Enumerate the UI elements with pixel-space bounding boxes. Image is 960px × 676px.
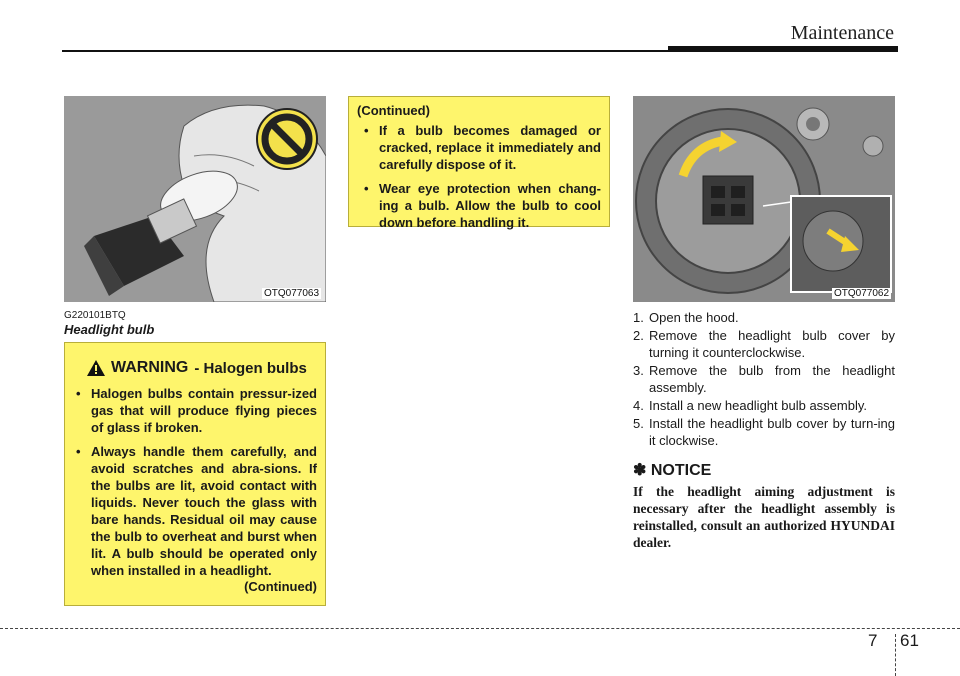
footer-vertical-divider bbox=[895, 634, 896, 676]
warning-subtitle: - Halogen bulbs bbox=[194, 359, 307, 377]
step-item: 5. Install the headlight bulb cover by turn-ing it clockwise. bbox=[633, 416, 895, 448]
footer-divider bbox=[0, 628, 960, 629]
no-symbol-icon bbox=[252, 104, 322, 174]
continued-label: (Continued) bbox=[244, 579, 317, 594]
procedure-steps bbox=[633, 309, 895, 450]
warning-title bbox=[69, 359, 317, 377]
step-item: 2. Remove the headlight bulb cover by turning it counterclockwise. bbox=[633, 328, 895, 360]
step-item: 3. Remove the bulb from the headlight assembly. bbox=[633, 363, 895, 395]
continued-header: (Continued) bbox=[357, 103, 430, 118]
warning-bullet: • Halogen bulbs contain pressur-ized gas that will produce flying pieces of glass if broken. bbox=[69, 385, 317, 436]
section-code: G220101BTQ bbox=[64, 310, 126, 321]
page-number: 61 bbox=[900, 631, 919, 650]
notice-title: ✽ NOTICE bbox=[633, 462, 712, 479]
warning-bullet: • If a bulb becomes damaged or cracked, replace it immediately and carefully dispose of it. bbox=[357, 122, 601, 173]
halogen-bulb-illustration bbox=[64, 96, 326, 302]
notice-body: If the headlight aiming adjustment is necessary after the headlight assembly is reinstalled, consult an authorized HYUNDAI dealer. bbox=[633, 484, 895, 550]
header-rule bbox=[62, 50, 668, 52]
warning-bullet: • Always handle them carefully, and avoid scratches and abra-sions. If the bulbs are lit, avoid contact with liquids. Never touch the glass with bare hands. Residual oil may cause the bulb to overheat and burst when lit. A bulb should be operated only when installed in a headlight. bbox=[69, 443, 317, 579]
warning-continued-box bbox=[348, 96, 610, 230]
warning-label: WARNING bbox=[111, 359, 189, 376]
step-item: 4. Install a new headlight bulb assembly. bbox=[633, 398, 867, 413]
headlight-assembly-illustration bbox=[633, 96, 895, 302]
figure-code-left: OTQ077063 bbox=[264, 288, 320, 299]
section-heading: Headlight bulb bbox=[64, 322, 155, 337]
header-bar bbox=[668, 46, 898, 52]
warning-box bbox=[64, 342, 326, 606]
warning-bullet: • Wear eye protection when chang-ing a bulb. Allow the bulb to cool down before handling it. bbox=[357, 180, 601, 231]
chapter-number: 7 bbox=[868, 631, 878, 650]
figure-code-right: OTQ077062 bbox=[834, 288, 890, 299]
warning-triangle-icon bbox=[87, 360, 105, 376]
section-title: Maintenance bbox=[790, 22, 894, 44]
step-item: 1. Open the hood. bbox=[633, 310, 739, 325]
